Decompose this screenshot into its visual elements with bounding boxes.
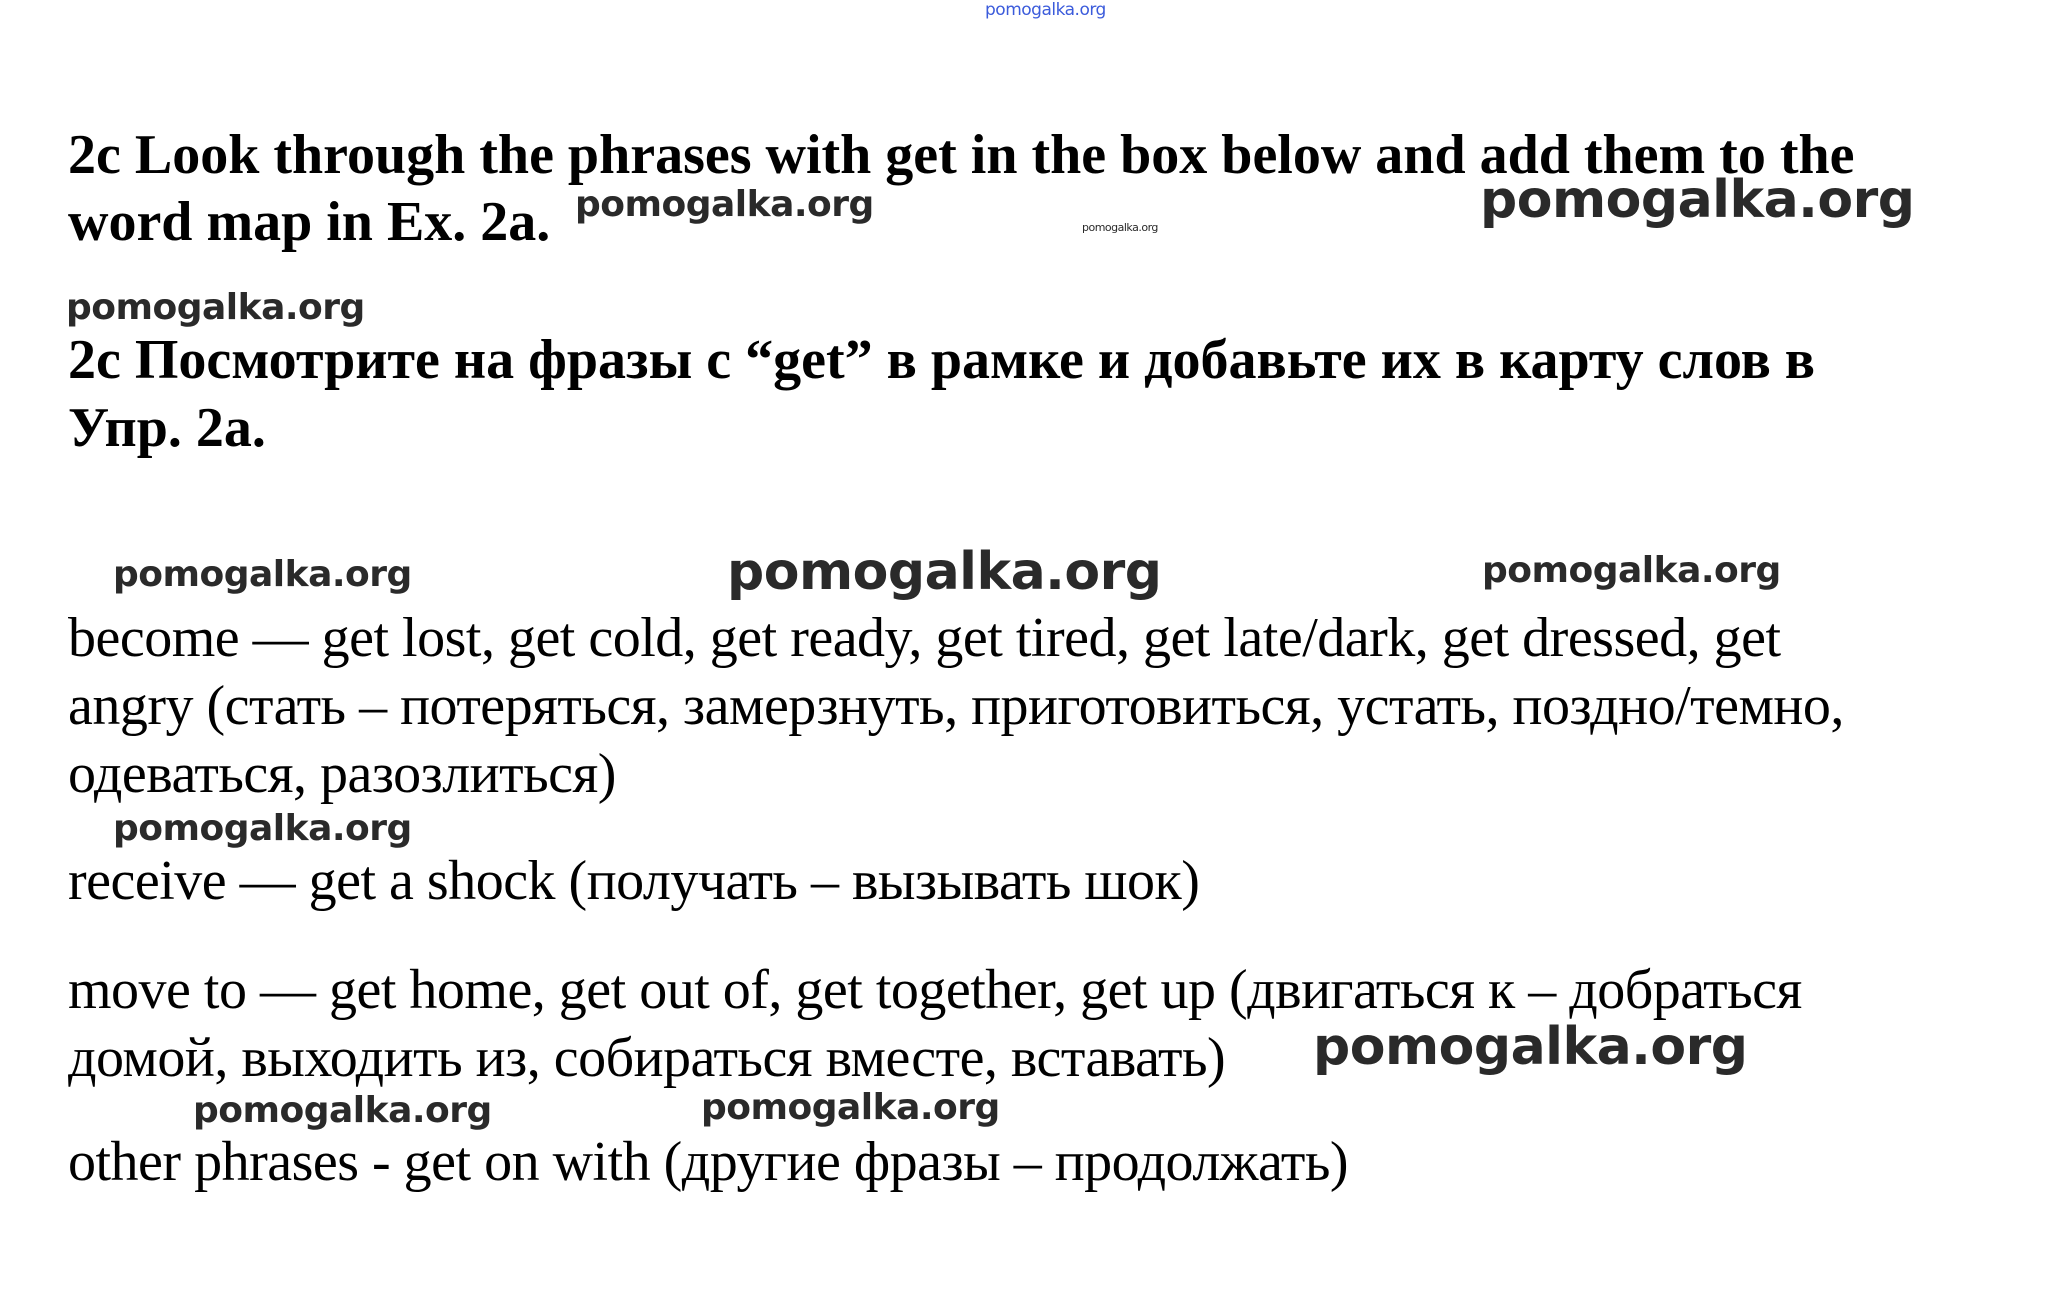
watermark: pomogalka.org [193,1090,492,1131]
heading-en-line-2: word map in Ex. 2a. [68,191,551,253]
watermark-large: pomogalka.org [727,542,1162,602]
receive-line-1: receive — get a shock (получать – вызывать шок) [68,850,1200,912]
watermark-large: pomogalka.org [1480,170,1915,230]
watermark: pomogalka.org [113,808,412,849]
watermark: pomogalka.org [113,554,412,595]
watermark: pomogalka.org [66,287,365,328]
watermark: pomogalka.org [575,184,874,225]
watermark-top: pomogalka.org [985,0,1106,20]
become-line-2: angry (стать – потеряться, замерзнуть, приготовиться, устать, поздно/темно, [68,675,1844,737]
watermark: pomogalka.org [1482,550,1781,591]
become-line-1: become — get lost, get cold, get ready, get tired, get late/dark, get dressed, get [68,607,1781,669]
watermark: pomogalka.org [701,1087,1000,1128]
heading-ru-line-2: Упр. 2а. [68,397,266,459]
become-line-3: одеваться, разозлиться) [68,743,616,805]
heading-en-line-1: 2c Look through the phrases with get in the box below and add them to the [68,124,1855,186]
watermark-tiny: pomogalka.org [1082,221,1158,234]
move-to-line-1: move to — get home, get out of, get together, get up (двигаться к – добраться [68,959,1802,1021]
other-line-1: other phrases - get on with (другие фразы – продолжать) [68,1131,1349,1193]
move-to-line-2: домой, выходить из, собираться вместе, вставать) [68,1027,1226,1089]
watermark-large: pomogalka.org [1313,1017,1748,1077]
heading-ru-line-1: 2c Посмотрите на фразы с “get” в рамке и добавьте их в карту слов в [68,329,1816,391]
